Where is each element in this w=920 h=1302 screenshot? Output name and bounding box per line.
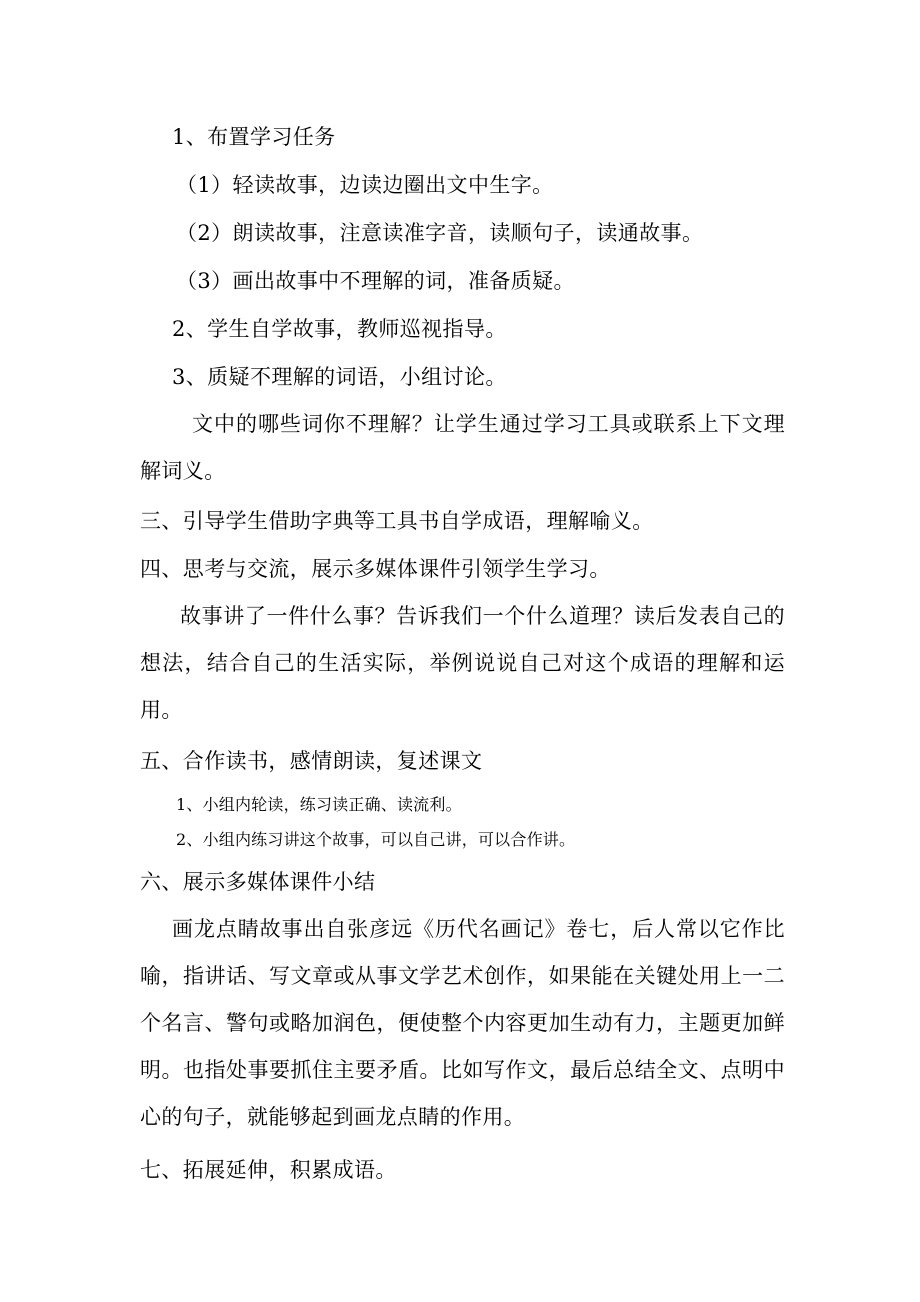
step-3: 3、质疑不理解的词语，小组讨论。 [172,365,507,389]
section-6-paragraph: 画龙点睛故事出自张彦远《历代名画记》卷七，后人常以它作比喻，指讲话、写文章或从事文学艺术创作，如果能在关键处用上一二个名言、警句或略加润色，便使整个内容更加生动有力，主题更加鲜明。也指处事要抓住主要矛盾。比如写作文，最后总结全文、点明中心的句子，就能够起到画龙点睛的作用。 [140,917,785,1129]
step-1-2: （2）朗读故事，注意读准字音，读顺句子，读通故事。 [176,221,704,245]
section-6-heading: 六、展示多媒体课件小结 [140,870,376,894]
step-1-heading: 1、布置学习任务 [172,125,336,149]
section-5-item-1: 1、小组内轮读，练习读正确、读流利。 [176,795,462,814]
step-3-paragraph: 文中的哪些词你不理解？让学生通过学习工具或联系上下文理解词义。 [140,412,785,483]
section-5-item-2: 2、小组内练习讲这个故事，可以自己讲，可以合作讲。 [176,830,576,849]
step-1-3: （3）画出故事中不理解的词，准备质疑。 [176,269,575,293]
step-1-1: （1）轻读故事，边读边圈出文中生字。 [176,173,554,197]
section-4-paragraph: 故事讲了一件什么事？告诉我们一个什么道理？读后发表自己的想法，结合自己的生活实际，举例说说自己对这个成语的理解和运用。 [140,604,785,722]
section-5-heading: 五、合作读书，感情朗读，复述课文 [140,749,483,773]
section-7-heading: 七、拓展延伸，积累成语。 [140,1158,397,1182]
step-2: 2、学生自学故事，教师巡视指导。 [172,317,507,341]
section-4-heading: 四、思考与交流，展示多媒体课件引领学生学习。 [140,557,611,581]
section-3-heading: 三、引导学生借助字典等工具书自学成语，理解喻义。 [140,509,654,533]
